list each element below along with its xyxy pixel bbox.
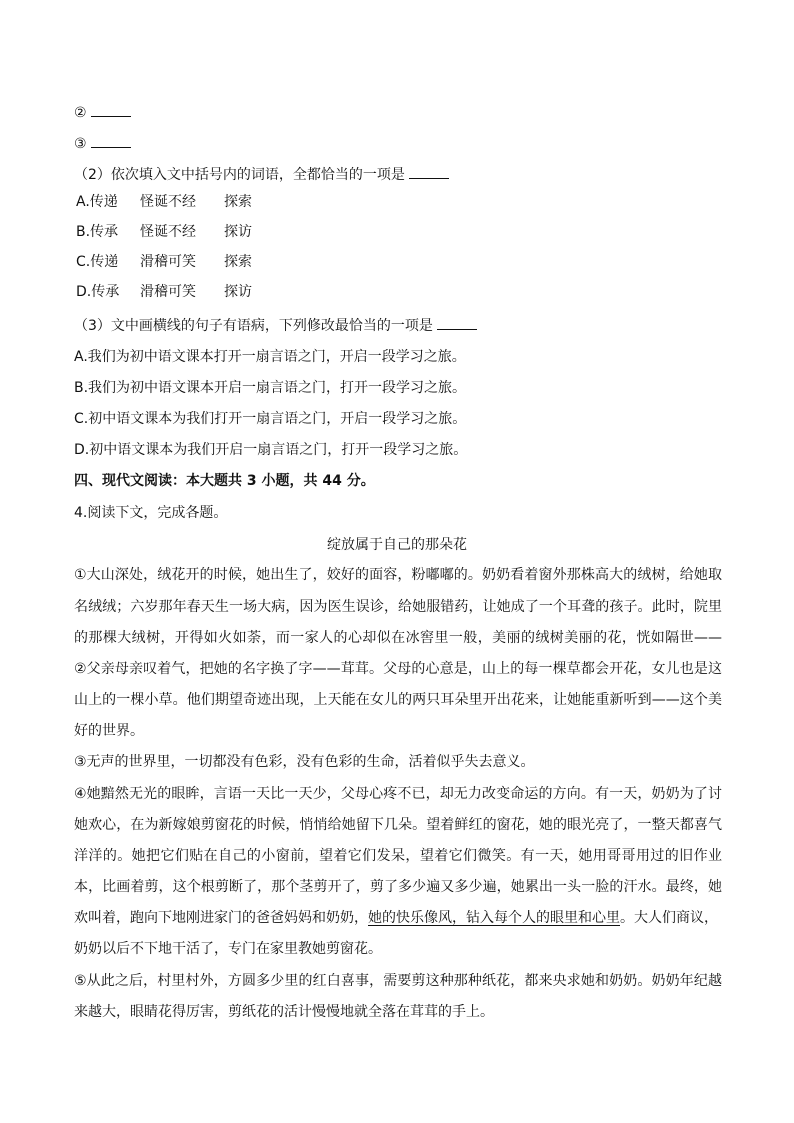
- article-line: ⑤从此之后，村里村外，方圆多少里的红白喜事，需要剪这种那种纸花，都来央求她和奶奶。奶奶年纪越: [74, 973, 722, 989]
- article-line: 本，比画着剪，这个根剪断了，那个茎剪开了，剪了多少遍又多少遍，她累出一头一脸的汗水。最终，她: [74, 879, 722, 895]
- article-line: ③无声的世界里，一切都没有色彩，没有色彩的生命，活着似乎失去意义。: [74, 754, 535, 770]
- q3-option-c: C.初中语文课本为我们打开一扇言语之门，开启一段学习之旅。: [74, 411, 467, 427]
- article-line: 洋洋的。她把它们贴在自己的小窗前，望着它们发呆，望着它们微笑。有一天，她用哥哥用过的旧作业: [74, 848, 722, 864]
- q3-stem-text: （3）文中画横线的句子有语病，下列修改最恰当的一项是: [74, 318, 433, 334]
- article-line: 山上的一棵小草。他们期望奇迹出现，上天能在女儿的两只耳朵里开出花来，让她能重新听到——这个美: [74, 692, 722, 708]
- q2-option-c-word2: 滑稽可笑: [140, 254, 196, 270]
- q4-intro: 4.阅读下文，完成各题。: [74, 505, 228, 521]
- answer-blank[interactable]: [409, 165, 449, 179]
- q1-item-2: [74, 103, 131, 122]
- q2-option-a-label: A.传递: [76, 194, 118, 210]
- q2-option-b-label: B.传承: [76, 224, 119, 240]
- q2-stem: [74, 165, 449, 184]
- article-line: 的那棵大绒树，开得如火如荼，而一家人的心却似在冰窖里一般，美丽的绒树美丽的花，恍如隔世——: [74, 630, 722, 646]
- article-line: 她欢心，在为新嫁娘剪窗花的时候，悄悄给她留下几朵。望着鲜红的窗花，她的眼光亮了，一整天都喜气: [74, 817, 722, 833]
- answer-blank[interactable]: [437, 316, 477, 330]
- article-line-underlined: [74, 909, 722, 927]
- article-line: 来越大，眼睛花得厉害，剪纸花的活计慢慢地就全落在茸茸的手上。: [74, 1004, 494, 1020]
- article-line: ①大山深处，绒花开的时候，她出生了，姣好的面容，粉嘟嘟的。奶奶看着窗外那株高大的绒树，给她取: [74, 567, 722, 583]
- q3-option-a: A.我们为初中语文课本打开一扇言语之门，开启一段学习之旅。: [74, 349, 466, 365]
- q2-stem-text: （2）依次填入文中括号内的词语，全都恰当的一项是: [74, 167, 405, 183]
- article-line: ④她黯然无光的眼眸，言语一天比一天少，父母心疼不已，却无力改变命运的方向。有一天，奶奶为了讨: [74, 786, 722, 802]
- q2-option-b-word2: 怪诞不经: [140, 224, 196, 240]
- answer-blank[interactable]: [91, 134, 131, 148]
- article-line: 名绒绒；六岁那年春天生一场大病，因为医生误诊，给她服错药，让她成了一个耳聋的孩子。此时，院里: [74, 599, 722, 615]
- q2-option-d-label: D.传承: [76, 284, 120, 300]
- q2-option-d-word2: 滑稽可笑: [140, 284, 196, 300]
- q3-option-b: B.我们为初中语文课本开启一扇言语之门，打开一段学习之旅。: [74, 380, 467, 396]
- q1-item-3-label: ③: [74, 136, 87, 152]
- article-line: 奶奶以后不下地干活了，专门在家里教她剪窗花。: [74, 941, 382, 957]
- article-line-text: 。大人们商议，: [620, 910, 718, 926]
- q1-item-2-label: ②: [74, 105, 87, 121]
- q1-item-3: [74, 134, 131, 153]
- article-title: 绽放属于自己的那朵花: [327, 537, 467, 553]
- q2-option-c-label: C.传递: [76, 254, 119, 270]
- q2-option-b-word3: 探访: [224, 224, 252, 240]
- section-heading: 四、现代文阅读：本大题共 3 小题，共 44 分。: [74, 473, 375, 489]
- article-line: 好的世界。: [74, 723, 144, 739]
- article-line-text: 欢叫着，跑向下地刚进家门的爸爸妈妈和奶奶，: [74, 910, 368, 926]
- q3-option-d: D.初中语文课本为我们开启一扇言语之门，打开一段学习之旅。: [74, 442, 468, 458]
- q2-option-a-word3: 探索: [224, 194, 252, 210]
- q3-stem: [74, 316, 477, 335]
- q2-option-d-word3: 探访: [224, 284, 252, 300]
- underlined-sentence: 她的快乐像风，钻入每个人的眼里和心里: [368, 910, 620, 926]
- q2-option-c-word3: 探索: [224, 254, 252, 270]
- q2-option-a-word2: 怪诞不经: [140, 194, 196, 210]
- article-line: ②父亲母亲叹着气，把她的名字换了字——茸茸。父母的心意是，山上的每一棵草都会开花，女儿也是这: [74, 661, 722, 677]
- answer-blank[interactable]: [91, 103, 131, 117]
